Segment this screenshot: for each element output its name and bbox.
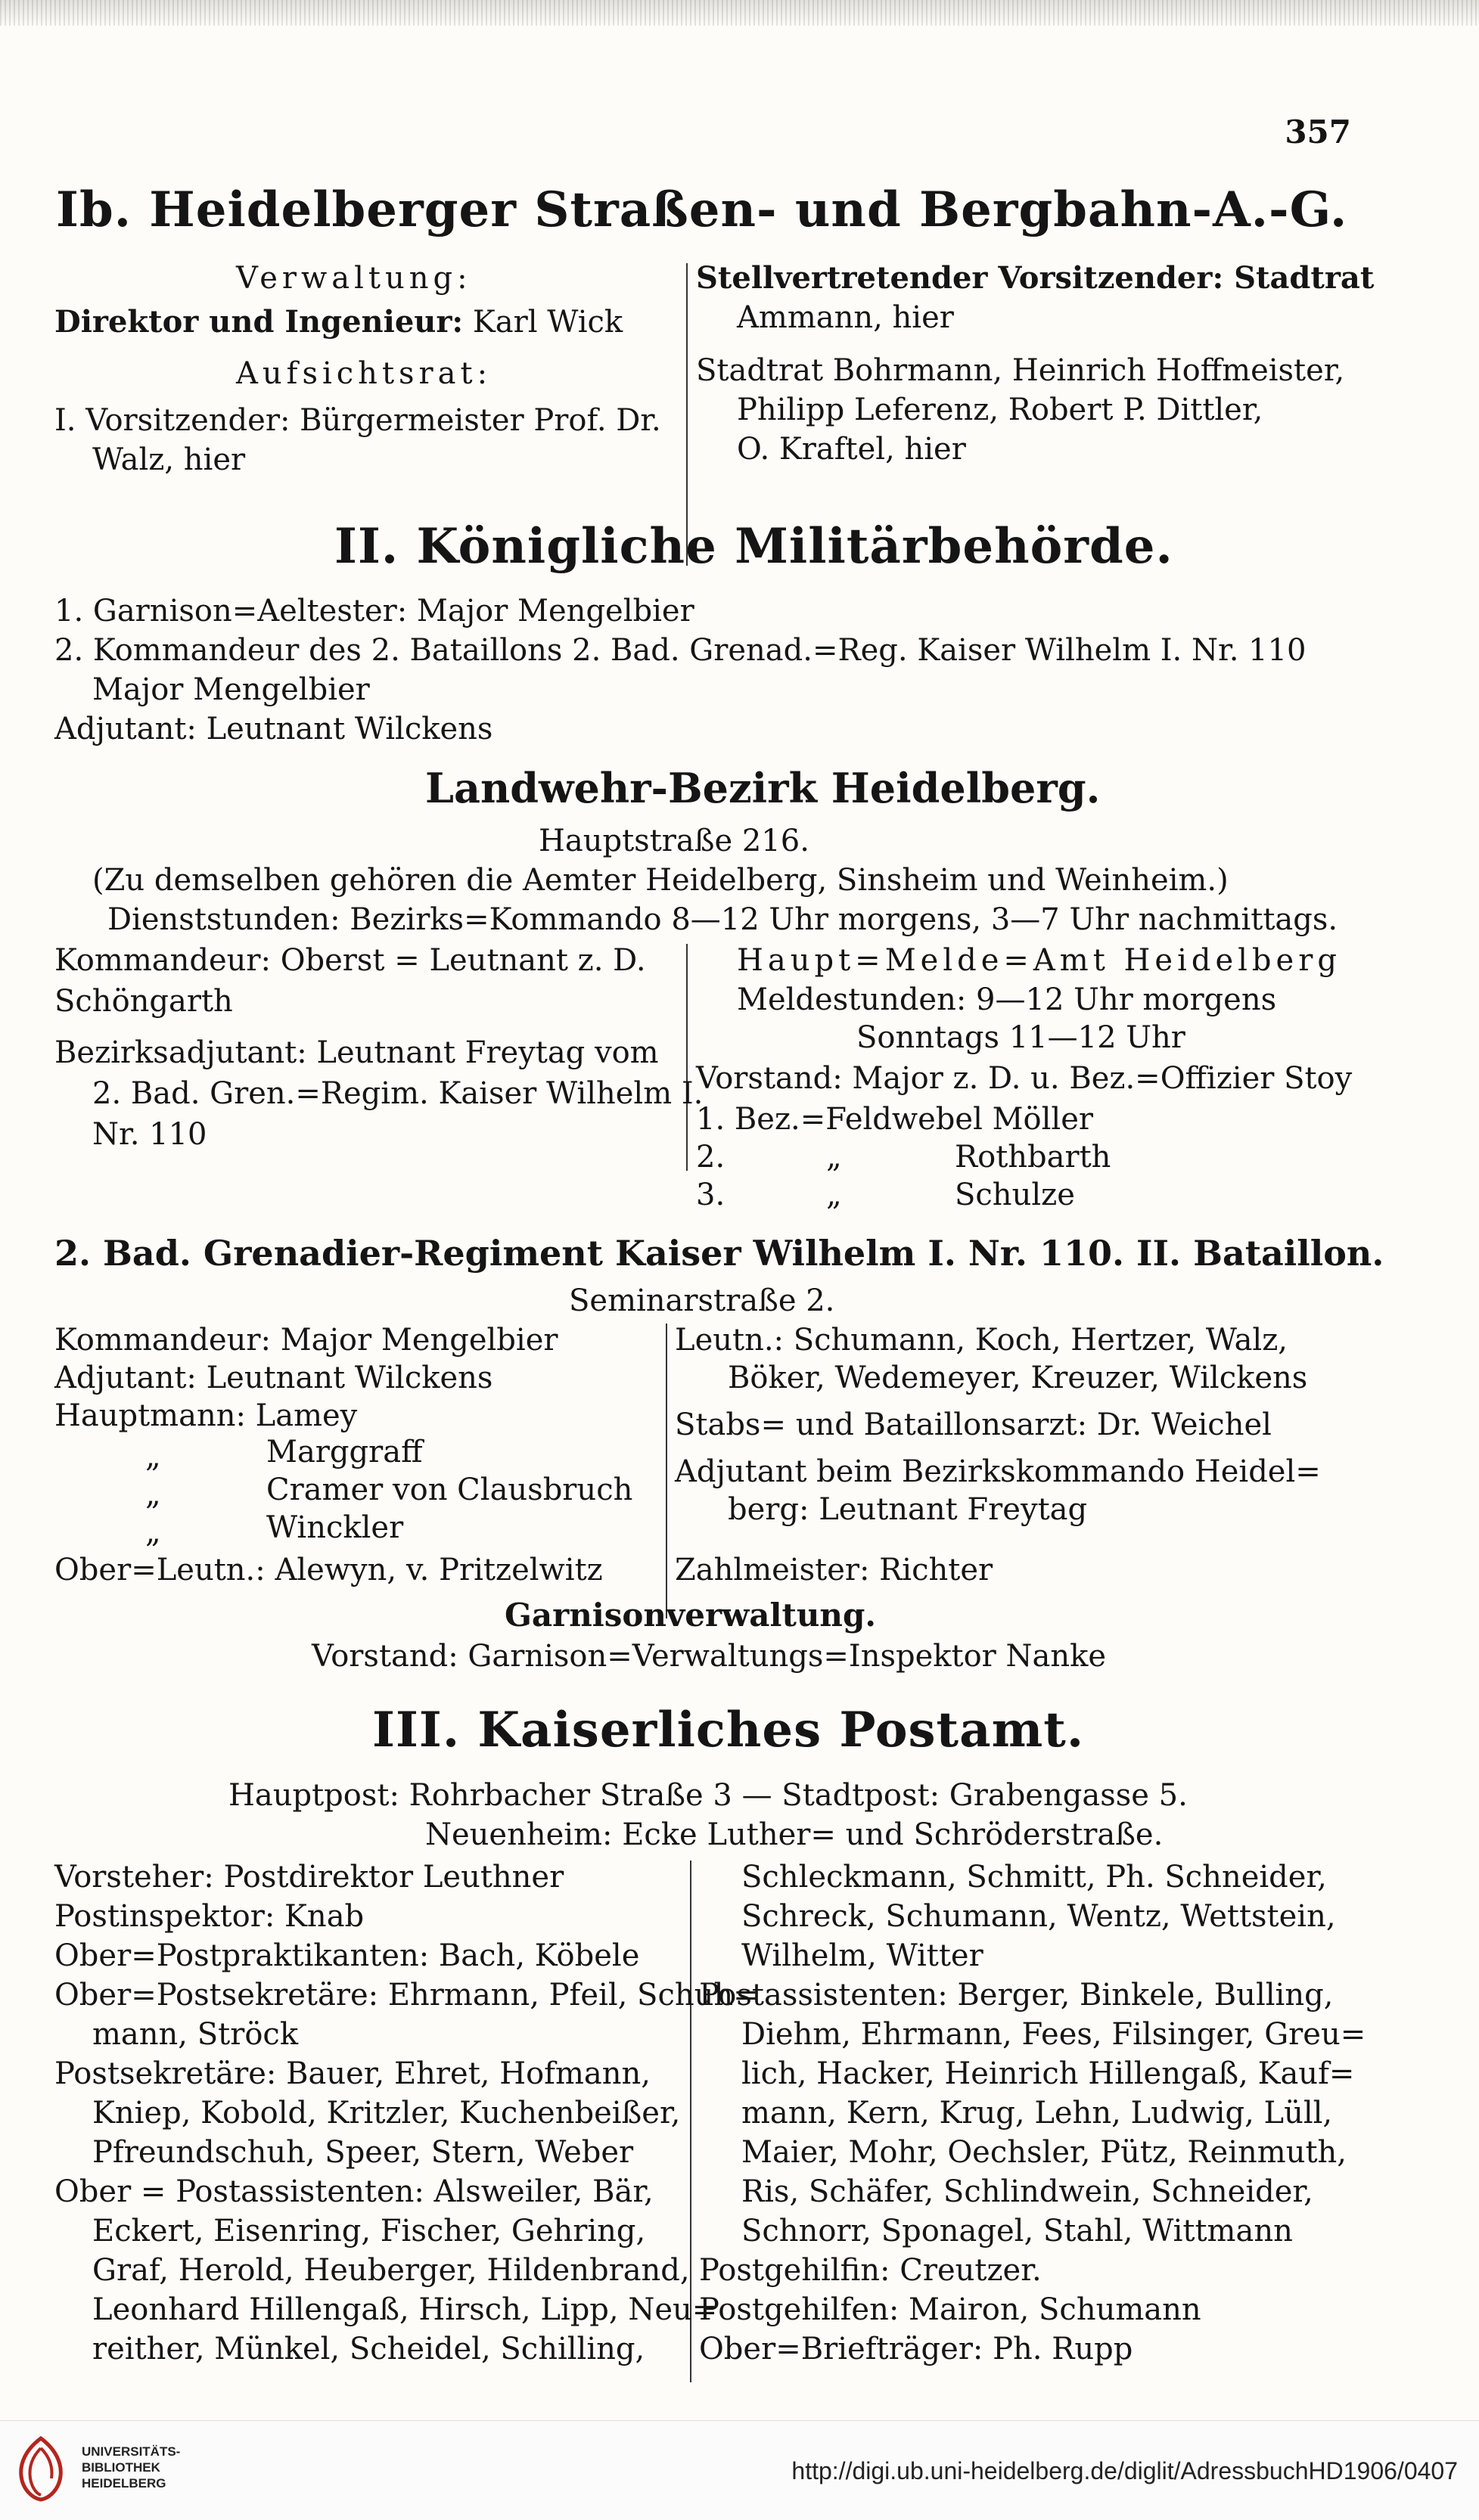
post-right-line: Schnorr, Sponagel, Stahl, Wittmann [741, 2214, 1293, 2248]
regiment-title: 2. Bad. Grenadier-Regiment Kaiser Wilhelm I. Nr. 110. II. Bataillon. [54, 1233, 1384, 1274]
bezirksadjutant-line-2: 2. Bad. Gren.=Regim. Kaiser Wilhelm I. [92, 1076, 704, 1111]
garnisonverwaltung-line: Vorstand: Garnison=Verwaltungs=Inspektor Nanke [312, 1639, 1107, 1674]
post-right-line: Schleckmann, Schmitt, Ph. Schneider, [741, 1860, 1327, 1895]
leutnant-line: Leutn.: Schumann, Koch, Hertzer, Walz, [675, 1323, 1288, 1358]
ditto-mark: „ [145, 1439, 161, 1474]
post-left-line: Graf, Herold, Heuberger, Hildenbrand, [92, 2253, 690, 2288]
ditto-mark: „ [826, 1178, 842, 1212]
feldwebel-2-name: Rothbarth [955, 1140, 1111, 1175]
landwehr-kommandeur: Kommandeur: Oberst = Leutnant z. D. [54, 943, 646, 978]
feldwebel-2 [696, 1137, 725, 1177]
hauptmann-line: Hauptmann: Lamey [54, 1398, 358, 1433]
meldestunden-line: Meldestunden: 9—12 Uhr morgens [737, 982, 1277, 1017]
ditto-mark: „ [826, 1140, 842, 1175]
stellvertreter-line: Stellvertretender Vorsitzender: Stadtrat [696, 260, 1375, 296]
post-left-line: Kniep, Kobold, Kritzler, Kuchenbeißer, [92, 2096, 681, 2131]
verwaltung-heading: Verwaltung: [236, 261, 472, 296]
garnison-line: 1. Garnison=Aeltester: Major Mengelbier [54, 594, 694, 628]
ditto-mark: „ [145, 1515, 161, 1550]
logo-line: UNIVERSITÄTS- [82, 2444, 181, 2459]
adjutant-bezirk-line: Adjutant beim Bezirkskommando Heidel= [675, 1454, 1321, 1489]
dienststunden-line: Dienststunden: Bezirks=Kommando 8—12 Uhr morgens, 3—7 Uhr nachmittags. [107, 902, 1338, 937]
post-right-line: Diehm, Ehrmann, Fees, Filsinger, Greu= [741, 2017, 1366, 2052]
post-right-line: Postassistenten: Berger, Binkele, Bulling, [699, 1978, 1334, 2013]
section-title-ib: Ib. Heidelberger Straßen- und Bergbahn-A.-G. [56, 182, 1348, 238]
stadtrat-line-2: Philipp Leferenz, Robert P. Dittler, [737, 393, 1263, 427]
sonntags-line: Sonntags 11—12 Uhr [856, 1020, 1185, 1055]
page-number: 357 [1285, 113, 1351, 151]
garnisonverwaltung-title: Garnisonverwaltung. [505, 1597, 876, 1634]
meldeamt-heading: Haupt=Melde=Amt Heidelberg [737, 943, 1341, 978]
post-right-line: lich, Hacker, Heinrich Hillengaß, Kauf= [741, 2056, 1355, 2091]
source-url-link[interactable]: http://digi.ub.uni-heidelberg.de/diglit/AdressbuchHD1906/0407 [791, 2457, 1458, 2484]
landwehr-note: (Zu demselben gehören die Aemter Heidelberg, Sinsheim und Weinheim.) [92, 863, 1229, 898]
adjutant-line: Adjutant: Leutnant Wilckens [54, 712, 493, 746]
feldwebel-3-name: Schulze [955, 1178, 1075, 1212]
post-left-line: Postsekretäre: Bauer, Ehret, Hofmann, [54, 2056, 651, 2091]
kommandeur-line-2: Major Mengelbier [92, 672, 370, 707]
logo-line: HEIDELBERG [82, 2476, 166, 2491]
vorstand-line: Vorstand: Major z. D. u. Bez.=Offizier Stoy [696, 1061, 1353, 1096]
post-left-line: Ober=Postsekretäre: Ehrmann, Pfeil, Schuh= [54, 1978, 759, 2013]
post-left-line: mann, Ströck [92, 2017, 299, 2052]
post-left-line: Ober = Postassistenten: Alsweiler, Bär, [54, 2174, 654, 2209]
post-right-line: Ober=Briefträger: Ph. Rupp [699, 2332, 1133, 2366]
column-divider [666, 1324, 667, 1618]
regiment-adjutant: Adjutant: Leutnant Wilckens [54, 1361, 493, 1395]
post-right-line: Wilhelm, Witter [741, 1938, 983, 1973]
direktor-label: Direktor und Ingenieur: [54, 304, 464, 340]
oberleutnant-line: Ober=Leutn.: Alewyn, v. Pritzelwitz [54, 1553, 603, 1587]
ditto-mark: „ [145, 1477, 161, 1512]
post-right-line: Postgehilfen: Mairon, Schumann [699, 2292, 1201, 2327]
post-right-line: Schreck, Schumann, Wentz, Wettstein, [741, 1899, 1336, 1934]
leutnant-line-2: Böker, Wedemeyer, Kreuzer, Wilckens [728, 1361, 1308, 1395]
regiment-kommandeur: Kommandeur: Major Mengelbier [54, 1323, 558, 1358]
post-right-line: mann, Kern, Krug, Lehn, Ludwig, Lüll, [741, 2096, 1333, 2131]
post-left-line: Leonhard Hillengaß, Hirsch, Lipp, Neu= [92, 2292, 718, 2327]
feldwebel-1: 1. Bez.=Feldwebel Möller [696, 1102, 1093, 1137]
neuenheim-line: Neuenheim: Ecke Luther= und Schröderstraße. [425, 1817, 1164, 1852]
zahlmeister-line: Zahlmeister: Richter [675, 1553, 993, 1587]
post-right-line: Postgehilfin: Creutzer. [699, 2253, 1042, 2288]
kommandeur-line: 2. Kommandeur des 2. Bataillons 2. Bad. Grenad.=Reg. Kaiser Wilhelm I. Nr. 110 [54, 633, 1307, 668]
regiment-address: Seminarstraße 2. [569, 1283, 835, 1318]
feldwebel-3: 3. [696, 1178, 726, 1212]
number: 2. [696, 1140, 726, 1175]
library-logo-icon [11, 2435, 71, 2503]
post-right-line: Ris, Schäfer, Schlindwein, Schneider, [741, 2174, 1313, 2209]
hauptmann-4: Winckler [266, 1510, 404, 1545]
library-logo-text [82, 2444, 180, 2491]
direktor-name: Karl Wick [472, 305, 623, 340]
post-right-line: Maier, Mohr, Oechsler, Pütz, Reinmuth, [741, 2135, 1347, 2170]
hauptmann-2: Marggraff [266, 1435, 423, 1469]
stellvertreter-line-2: Ammann, hier [737, 300, 954, 335]
section-title-ii: II. Königliche Militärbehörde. [334, 518, 1173, 575]
footer-bar [0, 2420, 1479, 2520]
landwehr-kommandeur-name: Schöngarth [54, 984, 233, 1019]
post-left-line: Ober=Postpraktikanten: Bach, Köbele [54, 1938, 640, 1973]
stadtrat-line-3: O. Kraftel, hier [737, 432, 966, 467]
direktor-line [54, 303, 623, 342]
landwehr-address: Hauptstraße 216. [539, 824, 809, 858]
bezirksadjutant-line: Bezirksadjutant: Leutnant Freytag vom [54, 1035, 659, 1070]
section-title-iii: III. Kaiserliches Postamt. [372, 1702, 1085, 1758]
scan-edge [0, 0, 1479, 26]
hauptpost-line: Hauptpost: Rohrbacher Straße 3 — Stadtpost: Grabengasse 5. [228, 1778, 1188, 1813]
post-left-line: reither, Münkel, Scheidel, Schilling, [92, 2332, 645, 2366]
bezirksadjutant-line-3: Nr. 110 [92, 1117, 207, 1152]
post-left-line: Pfreundschuh, Speer, Stern, Weber [92, 2135, 634, 2170]
logo-line: BIBLIOTHEK [82, 2460, 160, 2475]
vorsitzender-line: I. Vorsitzender: Bürgermeister Prof. Dr. [54, 403, 661, 438]
stadtrat-line: Stadtrat Bohrmann, Heinrich Hoffmeister, [696, 353, 1345, 388]
post-left-line: Vorsteher: Postdirektor Leuthner [54, 1860, 564, 1895]
landwehr-title: Landwehr-Bezirk Heidelberg. [425, 764, 1101, 812]
aufsichtsrat-heading: Aufsichtsrat: [236, 356, 492, 391]
adjutant-bezirk-line-2: berg: Leutnant Freytag [728, 1492, 1088, 1527]
post-left-line: Eckert, Eisenring, Fischer, Gehring, [92, 2214, 646, 2248]
post-left-line: Postinspektor: Knab [54, 1899, 365, 1934]
column-divider [686, 944, 688, 1171]
arzt-line: Stabs= und Bataillonsarzt: Dr. Weichel [675, 1407, 1272, 1442]
vorsitzender-line-2: Walz, hier [92, 442, 246, 477]
hauptmann-3: Cramer von Clausbruch [266, 1473, 633, 1507]
